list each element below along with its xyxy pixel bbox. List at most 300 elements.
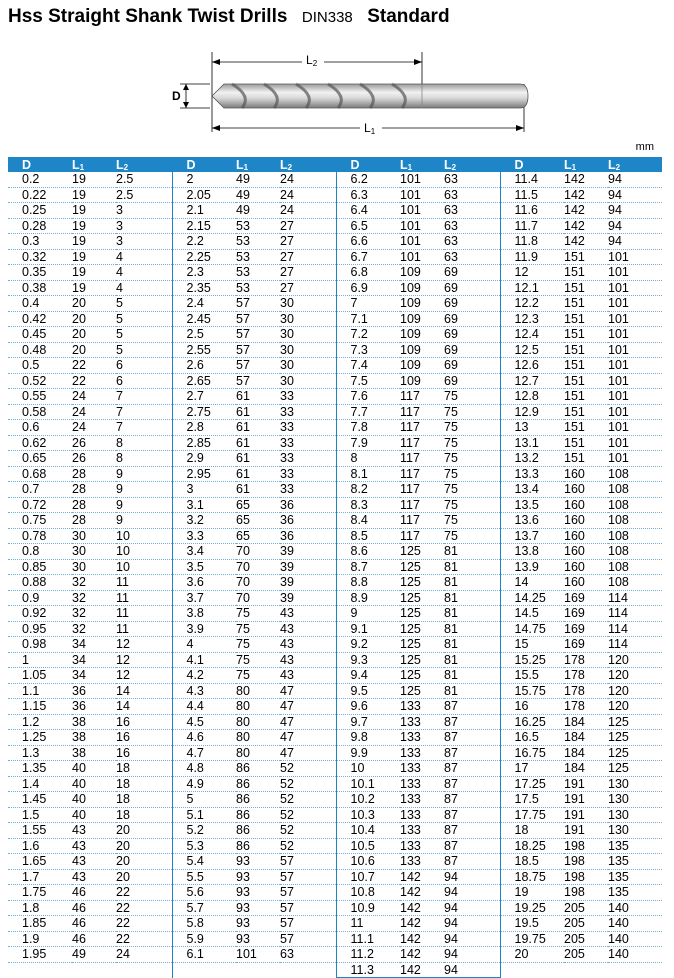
cell-l2: 12 [116, 668, 172, 684]
cell-d: 0.62 [8, 435, 72, 451]
title-main: Hss Straight Shank Twist Drills [8, 6, 288, 27]
cell-d: 19.75 [500, 931, 564, 947]
cell-l2: 101 [608, 451, 662, 467]
cell-l2: 135 [608, 869, 662, 885]
cell-l2: 94 [444, 947, 500, 963]
cell-l1: 198 [564, 869, 608, 885]
cell-d: 5 [172, 792, 236, 808]
cell-l1: 26 [72, 451, 116, 467]
cell-l1: 151 [564, 420, 608, 436]
cell-l1: 109 [400, 327, 444, 343]
cell-l1: 142 [400, 962, 444, 978]
cell-l2: 130 [608, 807, 662, 823]
cell-d: 2.35 [172, 280, 236, 296]
header-d: D [8, 157, 72, 172]
cell-l2: 24 [116, 947, 172, 963]
cell-l2: 52 [280, 838, 336, 854]
cell-d: 3.3 [172, 528, 236, 544]
table-row [8, 838, 662, 854]
cell-d: 3 [172, 482, 236, 498]
cell-l1: 160 [564, 466, 608, 482]
cell-l2: 63 [444, 172, 500, 187]
cell-l1: 26 [72, 435, 116, 451]
cell-l1: 61 [236, 420, 280, 436]
cell-d: 11.8 [500, 234, 564, 250]
cell-l1: 133 [400, 730, 444, 746]
cell-d: 16.25 [500, 714, 564, 730]
cell-d: 0.22 [8, 187, 72, 203]
cell-d: 0.75 [8, 513, 72, 529]
cell-l1: 142 [400, 947, 444, 963]
cell-l2: 87 [444, 807, 500, 823]
cell-l2: 81 [444, 683, 500, 699]
cell-d: 8.1 [336, 466, 400, 482]
cell-l1: 191 [564, 807, 608, 823]
cell-l2: 5 [116, 327, 172, 343]
cell-l2: 39 [280, 575, 336, 591]
cell-l1: 57 [236, 342, 280, 358]
cell-d: 4.1 [172, 652, 236, 668]
cell-l2: 63 [280, 947, 336, 963]
cell-l1: 198 [564, 885, 608, 901]
cell-d: 2.95 [172, 466, 236, 482]
cell-empty [564, 962, 608, 978]
cell-l2: 87 [444, 823, 500, 839]
cell-d: 2.5 [172, 327, 236, 343]
cell-d: 3.8 [172, 606, 236, 622]
cell-l1: 109 [400, 296, 444, 312]
cell-l2: 135 [608, 838, 662, 854]
cell-l1: 57 [236, 296, 280, 312]
cell-l2: 140 [608, 900, 662, 916]
cell-l2: 108 [608, 482, 662, 498]
cell-l1: 65 [236, 528, 280, 544]
cell-l1: 30 [72, 544, 116, 560]
cell-d: 7.4 [336, 358, 400, 374]
cell-d: 0.85 [8, 559, 72, 575]
cell-l1: 109 [400, 280, 444, 296]
header-l2: $L_2$ [116, 157, 172, 172]
cell-l1: 28 [72, 497, 116, 513]
table-row [8, 249, 662, 265]
cell-l1: 86 [236, 761, 280, 777]
cell-d: 0.8 [8, 544, 72, 560]
cell-l1: 125 [400, 683, 444, 699]
cell-d: 5.5 [172, 869, 236, 885]
cell-l1: 22 [72, 358, 116, 374]
cell-l2: 24 [280, 172, 336, 187]
cell-l2: 63 [444, 218, 500, 234]
cell-l2: 94 [444, 885, 500, 901]
cell-l2: 7 [116, 389, 172, 405]
table-row [8, 962, 662, 978]
cell-d: 0.25 [8, 203, 72, 219]
cell-l1: 133 [400, 823, 444, 839]
cell-l2: 20 [116, 854, 172, 870]
cell-l1: 30 [72, 559, 116, 575]
cell-d: 4.5 [172, 714, 236, 730]
cell-l1: 57 [236, 311, 280, 327]
cell-l1: 142 [564, 218, 608, 234]
cell-l1: 30 [72, 528, 116, 544]
cell-l1: 109 [400, 342, 444, 358]
cell-l1: 142 [400, 916, 444, 932]
cell-l2: 47 [280, 745, 336, 761]
cell-l1: 125 [400, 559, 444, 575]
cell-d: 10.3 [336, 807, 400, 823]
cell-d: 2.9 [172, 451, 236, 467]
cell-d: 5.2 [172, 823, 236, 839]
cell-l2: 52 [280, 761, 336, 777]
table-row [8, 916, 662, 932]
cell-d: 1.9 [8, 931, 72, 947]
header-d: D [336, 157, 400, 172]
cell-l1: 151 [564, 451, 608, 467]
cell-d: 0.72 [8, 497, 72, 513]
table-row [8, 451, 662, 467]
cell-l1: 191 [564, 823, 608, 839]
cell-l1: 133 [400, 838, 444, 854]
cell-l1: 142 [400, 885, 444, 901]
cell-l2: 6 [116, 373, 172, 389]
cell-d: 11.5 [500, 187, 564, 203]
cell-l1: 53 [236, 265, 280, 281]
cell-l2: 101 [608, 373, 662, 389]
cell-l2: 75 [444, 497, 500, 513]
cell-l1: 75 [236, 668, 280, 684]
table-row [8, 730, 662, 746]
cell-d: 9.6 [336, 699, 400, 715]
cell-l1: 169 [564, 606, 608, 622]
cell-l2: 81 [444, 668, 500, 684]
cell-l1: 151 [564, 265, 608, 281]
cell-l2: 125 [608, 745, 662, 761]
cell-l2: 4 [116, 265, 172, 281]
cell-d: 7.3 [336, 342, 400, 358]
cell-d: 18 [500, 823, 564, 839]
cell-l2: 94 [608, 203, 662, 219]
cell-l2: 12 [116, 637, 172, 653]
cell-d: 4.7 [172, 745, 236, 761]
cell-l2: 5 [116, 311, 172, 327]
cell-l1: 117 [400, 451, 444, 467]
cell-d: 13.9 [500, 559, 564, 575]
cell-l2: 30 [280, 327, 336, 343]
cell-l2: 101 [608, 342, 662, 358]
cell-l1: 49 [236, 203, 280, 219]
cell-l1: 178 [564, 668, 608, 684]
cell-d: 0.58 [8, 404, 72, 420]
cell-d: 1.1 [8, 683, 72, 699]
cell-l2: 87 [444, 730, 500, 746]
cell-l2: 43 [280, 606, 336, 622]
cell-l2: 69 [444, 265, 500, 281]
cell-l1: 117 [400, 466, 444, 482]
cell-l1: 101 [400, 203, 444, 219]
cell-d: 8.2 [336, 482, 400, 498]
table-row [8, 761, 662, 777]
cell-l1: 117 [400, 435, 444, 451]
cell-d: 1.55 [8, 823, 72, 839]
cell-l2: 75 [444, 404, 500, 420]
cell-empty [116, 962, 172, 978]
cell-l2: 36 [280, 528, 336, 544]
table-row [8, 420, 662, 436]
cell-d: 3.9 [172, 621, 236, 637]
cell-l1: 142 [400, 931, 444, 947]
table-row [8, 187, 662, 203]
cell-d: 14.75 [500, 621, 564, 637]
cell-l2: 130 [608, 792, 662, 808]
cell-l1: 93 [236, 885, 280, 901]
cell-empty [608, 962, 662, 978]
cell-l1: 101 [400, 187, 444, 203]
cell-l2: 52 [280, 776, 336, 792]
cell-l2: 11 [116, 606, 172, 622]
cell-l2: 9 [116, 482, 172, 498]
cell-l1: 125 [400, 652, 444, 668]
cell-d: 4.4 [172, 699, 236, 715]
cell-l1: 151 [564, 249, 608, 265]
cell-d: 1.15 [8, 699, 72, 715]
cell-d: 13.2 [500, 451, 564, 467]
cell-d: 6.3 [336, 187, 400, 203]
cell-l1: 133 [400, 714, 444, 730]
cell-l1: 53 [236, 218, 280, 234]
cell-l1: 101 [400, 249, 444, 265]
header-l1: $L_1$ [564, 157, 608, 172]
cell-d: 4.3 [172, 683, 236, 699]
cell-l1: 109 [400, 265, 444, 281]
cell-l2: 22 [116, 916, 172, 932]
cell-d: 9.9 [336, 745, 400, 761]
cell-d: 5.8 [172, 916, 236, 932]
cell-d: 12.7 [500, 373, 564, 389]
cell-d: 2.55 [172, 342, 236, 358]
cell-l1: 53 [236, 280, 280, 296]
cell-l2: 75 [444, 435, 500, 451]
cell-l1: 40 [72, 761, 116, 777]
cell-d: 3.7 [172, 590, 236, 606]
cell-l1: 117 [400, 513, 444, 529]
cell-d: 17.25 [500, 776, 564, 792]
cell-l1: 70 [236, 544, 280, 560]
cell-d: 11.3 [336, 962, 400, 978]
cell-l2: 57 [280, 900, 336, 916]
cell-d: 4 [172, 637, 236, 653]
cell-l2: 108 [608, 466, 662, 482]
cell-l1: 22 [72, 373, 116, 389]
cell-l1: 19 [72, 249, 116, 265]
cell-d: 7.6 [336, 389, 400, 405]
table-row [8, 234, 662, 250]
table-row [8, 218, 662, 234]
drill-diagram [172, 48, 532, 144]
cell-l1: 38 [72, 714, 116, 730]
cell-l1: 19 [72, 218, 116, 234]
cell-d: 13.7 [500, 528, 564, 544]
cell-l2: 9 [116, 497, 172, 513]
cell-d: 0.45 [8, 327, 72, 343]
cell-d: 0.92 [8, 606, 72, 622]
table-row [8, 854, 662, 870]
cell-l1: 61 [236, 404, 280, 420]
unit-label: mm [635, 141, 654, 153]
cell-d: 0.65 [8, 451, 72, 467]
cell-l1: 133 [400, 745, 444, 761]
cell-l1: 93 [236, 916, 280, 932]
cell-l1: 151 [564, 404, 608, 420]
cell-d: 6.1 [172, 947, 236, 963]
cell-l1: 142 [564, 234, 608, 250]
cell-d: 5.3 [172, 838, 236, 854]
cell-l2: 3 [116, 203, 172, 219]
cell-d: 16.5 [500, 730, 564, 746]
cell-empty [280, 962, 336, 978]
cell-d: 20 [500, 947, 564, 963]
cell-l2: 30 [280, 342, 336, 358]
cell-l1: 49 [236, 172, 280, 187]
cell-l2: 24 [280, 203, 336, 219]
cell-l2: 94 [608, 234, 662, 250]
header-l2: $L_2$ [608, 157, 662, 172]
cell-l2: 14 [116, 699, 172, 715]
cell-l2: 57 [280, 916, 336, 932]
cell-d: 1.5 [8, 807, 72, 823]
cell-d: 2.4 [172, 296, 236, 312]
cell-l1: 19 [72, 172, 116, 187]
table-row [8, 497, 662, 513]
cell-d: 10.7 [336, 869, 400, 885]
cell-d: 1.25 [8, 730, 72, 746]
cell-d: 4.2 [172, 668, 236, 684]
cell-d: 12.3 [500, 311, 564, 327]
cell-l1: 46 [72, 931, 116, 947]
cell-d: 3.4 [172, 544, 236, 560]
cell-l2: 87 [444, 854, 500, 870]
cell-d: 0.5 [8, 358, 72, 374]
cell-l1: 61 [236, 466, 280, 482]
cell-l1: 160 [564, 559, 608, 575]
cell-l1: 133 [400, 761, 444, 777]
cell-l1: 28 [72, 466, 116, 482]
cell-l2: 4 [116, 280, 172, 296]
cell-l1: 160 [564, 513, 608, 529]
cell-d: 7.5 [336, 373, 400, 389]
table-row [8, 203, 662, 219]
cell-l1: 160 [564, 575, 608, 591]
cell-d: 17 [500, 761, 564, 777]
cell-d: 13 [500, 420, 564, 436]
cell-l2: 101 [608, 265, 662, 281]
cell-l1: 125 [400, 668, 444, 684]
cell-l2: 36 [280, 513, 336, 529]
cell-l1: 19 [72, 234, 116, 250]
label-l2: L2 [306, 53, 318, 68]
header-l1: $L_1$ [236, 157, 280, 172]
drill-size-table [8, 157, 662, 978]
cell-l2: 87 [444, 792, 500, 808]
table-row [8, 265, 662, 281]
label-d: D [172, 89, 181, 103]
table-row [8, 528, 662, 544]
cell-l1: 61 [236, 435, 280, 451]
cell-l1: 38 [72, 730, 116, 746]
cell-l2: 94 [444, 962, 500, 978]
cell-l2: 69 [444, 358, 500, 374]
cell-l1: 184 [564, 730, 608, 746]
cell-d: 10.6 [336, 854, 400, 870]
table-row [8, 513, 662, 529]
cell-l2: 101 [608, 420, 662, 436]
cell-l2: 22 [116, 885, 172, 901]
cell-l2: 33 [280, 466, 336, 482]
cell-d: 1.95 [8, 947, 72, 963]
cell-l2: 39 [280, 544, 336, 560]
cell-l2: 30 [280, 373, 336, 389]
cell-l2: 75 [444, 528, 500, 544]
table-row [8, 637, 662, 653]
cell-d: 0.68 [8, 466, 72, 482]
cell-l2: 27 [280, 249, 336, 265]
cell-d: 13.3 [500, 466, 564, 482]
cell-d: 1.7 [8, 869, 72, 885]
cell-d: 0.98 [8, 637, 72, 653]
cell-l2: 140 [608, 931, 662, 947]
cell-l1: 46 [72, 885, 116, 901]
cell-d: 13.1 [500, 435, 564, 451]
cell-l1: 19 [72, 203, 116, 219]
cell-l1: 125 [400, 637, 444, 653]
cell-d: 10.9 [336, 900, 400, 916]
cell-l2: 12 [116, 652, 172, 668]
cell-d: 4.6 [172, 730, 236, 746]
cell-d: 12.5 [500, 342, 564, 358]
cell-l1: 86 [236, 776, 280, 792]
cell-d: 1.6 [8, 838, 72, 854]
cell-l2: 101 [608, 435, 662, 451]
cell-d: 16.75 [500, 745, 564, 761]
table-row [8, 776, 662, 792]
cell-d: 11.4 [500, 172, 564, 187]
cell-l1: 178 [564, 699, 608, 715]
cell-l2: 140 [608, 947, 662, 963]
cell-l2: 114 [608, 606, 662, 622]
cell-empty [72, 962, 116, 978]
cell-l2: 47 [280, 699, 336, 715]
cell-d: 0.9 [8, 590, 72, 606]
table-row [8, 621, 662, 637]
cell-l2: 9 [116, 466, 172, 482]
cell-l2: 10 [116, 544, 172, 560]
table-row [8, 947, 662, 963]
header-l2: $L_2$ [444, 157, 500, 172]
cell-d: 11 [336, 916, 400, 932]
cell-d: 1.65 [8, 854, 72, 870]
cell-d: 6.7 [336, 249, 400, 265]
cell-l1: 36 [72, 683, 116, 699]
cell-l2: 87 [444, 714, 500, 730]
cell-empty [8, 962, 72, 978]
cell-l1: 38 [72, 745, 116, 761]
cell-l2: 94 [608, 218, 662, 234]
cell-d: 17.5 [500, 792, 564, 808]
cell-l1: 191 [564, 776, 608, 792]
cell-l2: 75 [444, 420, 500, 436]
cell-l1: 43 [72, 838, 116, 854]
cell-l1: 142 [564, 187, 608, 203]
cell-l2: 57 [280, 931, 336, 947]
